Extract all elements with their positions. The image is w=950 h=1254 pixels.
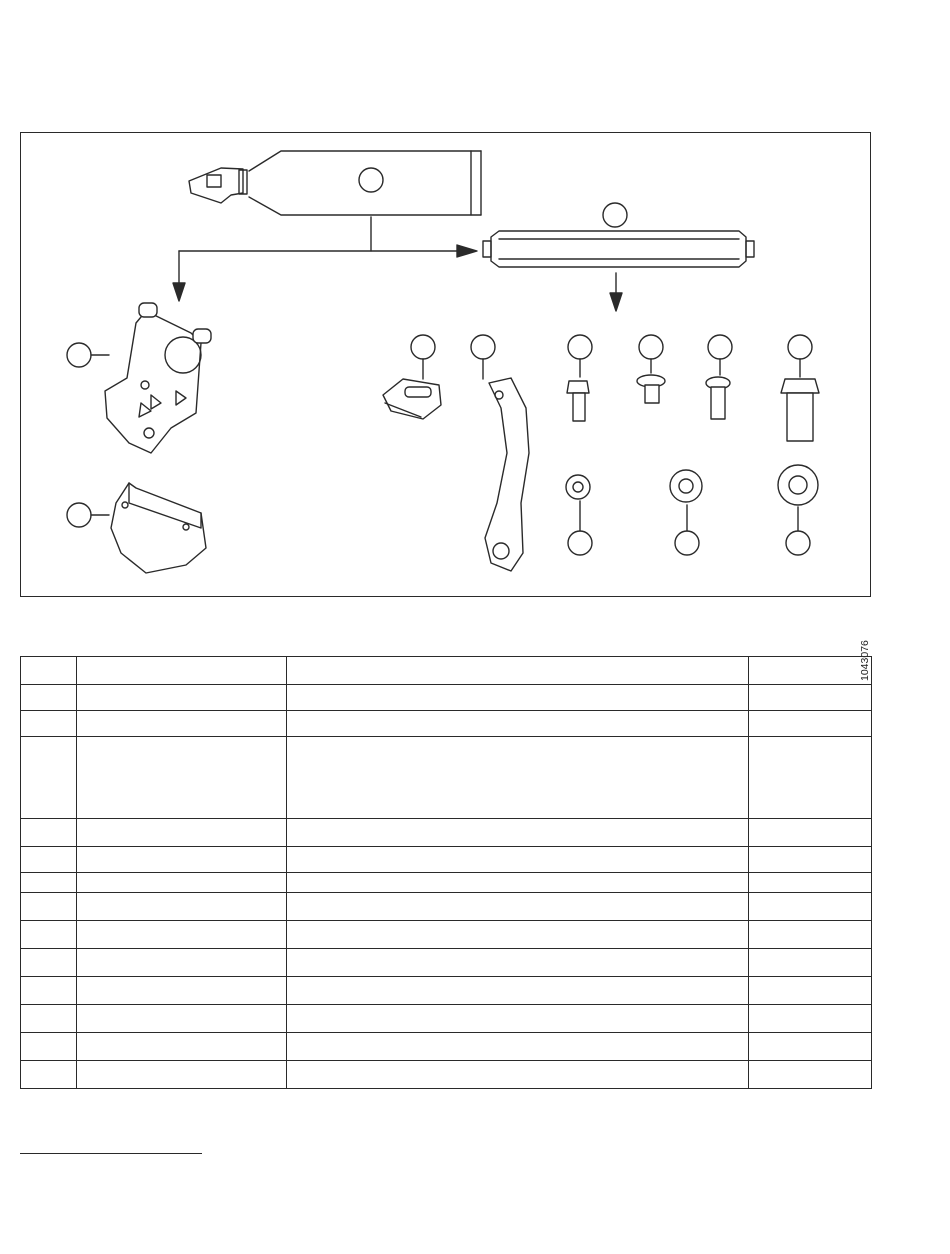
table-cell <box>749 873 872 893</box>
table-cell <box>287 921 749 949</box>
table-row <box>21 1005 872 1033</box>
table-cell <box>287 977 749 1005</box>
table-row <box>21 847 872 873</box>
callout-bundle <box>359 168 383 192</box>
table-cell <box>77 921 287 949</box>
table-cell <box>21 685 77 711</box>
callout-cover <box>67 503 109 527</box>
callout-screw <box>708 335 732 375</box>
callout-nut-small <box>568 501 592 555</box>
table-row <box>21 949 872 977</box>
table-cell <box>749 893 872 921</box>
table-cell <box>21 711 77 737</box>
bundle-bag-illustration <box>189 151 481 215</box>
callout-mount-bracket <box>67 343 109 367</box>
callout-nut-large <box>786 507 810 555</box>
table-cell <box>77 657 287 685</box>
table-cell <box>287 1033 749 1061</box>
table-row <box>21 893 872 921</box>
table-cell <box>749 685 872 711</box>
exploded-view-drawing <box>21 133 872 598</box>
table-cell <box>287 893 749 921</box>
small-bolt-illustration <box>567 381 589 421</box>
table-cell <box>77 1061 287 1089</box>
table-cell <box>21 977 77 1005</box>
table-cell <box>749 657 872 685</box>
table-cell <box>77 737 287 819</box>
large-nut-illustration <box>778 465 818 505</box>
table-cell <box>77 1033 287 1061</box>
table-cell <box>287 737 749 819</box>
table-cell <box>749 819 872 847</box>
callout-support-arm <box>471 335 495 379</box>
table-cell <box>287 873 749 893</box>
clip-illustration <box>383 379 441 419</box>
screw-illustration <box>706 377 730 419</box>
table-cell <box>21 921 77 949</box>
small-nut-illustration <box>566 475 590 499</box>
table-cell <box>77 819 287 847</box>
table-cell <box>21 1005 77 1033</box>
table-cell <box>287 819 749 847</box>
cover-illustration <box>111 483 206 573</box>
table-cell <box>287 711 749 737</box>
table-cell <box>287 1005 749 1033</box>
callout-kit-bag <box>603 203 627 227</box>
table-cell <box>287 1061 749 1089</box>
table-cell <box>77 977 287 1005</box>
table-row <box>21 1033 872 1061</box>
table-cell <box>287 657 749 685</box>
table-cell <box>287 949 749 977</box>
table-cell <box>21 657 77 685</box>
table-cell <box>21 949 77 977</box>
kit-bag-illustration <box>483 231 754 267</box>
table-cell <box>77 873 287 893</box>
table-row <box>21 657 872 685</box>
table-cell <box>77 949 287 977</box>
table-row <box>21 977 872 1005</box>
carriage-bolt-illustration <box>637 375 665 403</box>
callout-bolt-large <box>788 335 812 377</box>
table-row <box>21 873 872 893</box>
table-cell <box>749 949 872 977</box>
table-cell <box>749 711 872 737</box>
mount-bracket-illustration <box>105 303 211 453</box>
table-row <box>21 737 872 819</box>
callout-carriage-bolt <box>639 335 663 373</box>
figure-id: 1043076 <box>859 640 871 681</box>
table-cell <box>749 977 872 1005</box>
table-row <box>21 921 872 949</box>
table-row <box>21 819 872 847</box>
table-cell <box>77 847 287 873</box>
table-cell <box>749 1061 872 1089</box>
medium-nut-illustration <box>670 470 702 502</box>
table-cell <box>287 685 749 711</box>
table-cell <box>77 893 287 921</box>
parts-table <box>20 656 872 1089</box>
callout-nut-medium <box>675 505 699 555</box>
callout-clip <box>411 335 435 379</box>
table-row <box>21 1061 872 1089</box>
table-cell <box>77 711 287 737</box>
support-arm-illustration <box>485 378 529 571</box>
table-row <box>21 685 872 711</box>
table-cell <box>21 1061 77 1089</box>
table-cell <box>21 1033 77 1061</box>
table-cell <box>21 873 77 893</box>
table-cell <box>21 819 77 847</box>
table-cell <box>749 1033 872 1061</box>
table-cell <box>749 1005 872 1033</box>
table-cell <box>77 685 287 711</box>
table-cell <box>749 737 872 819</box>
callout-bolt-small <box>568 335 592 377</box>
table-cell <box>749 921 872 949</box>
footnote-rule <box>20 1153 202 1154</box>
parts-illustration <box>20 132 871 681</box>
large-bolt-illustration <box>781 379 819 441</box>
table-cell <box>21 847 77 873</box>
table-cell <box>21 893 77 921</box>
table-cell <box>21 737 77 819</box>
table-row <box>21 711 872 737</box>
table-cell <box>77 1005 287 1033</box>
table-cell <box>749 847 872 873</box>
table-cell <box>287 847 749 873</box>
